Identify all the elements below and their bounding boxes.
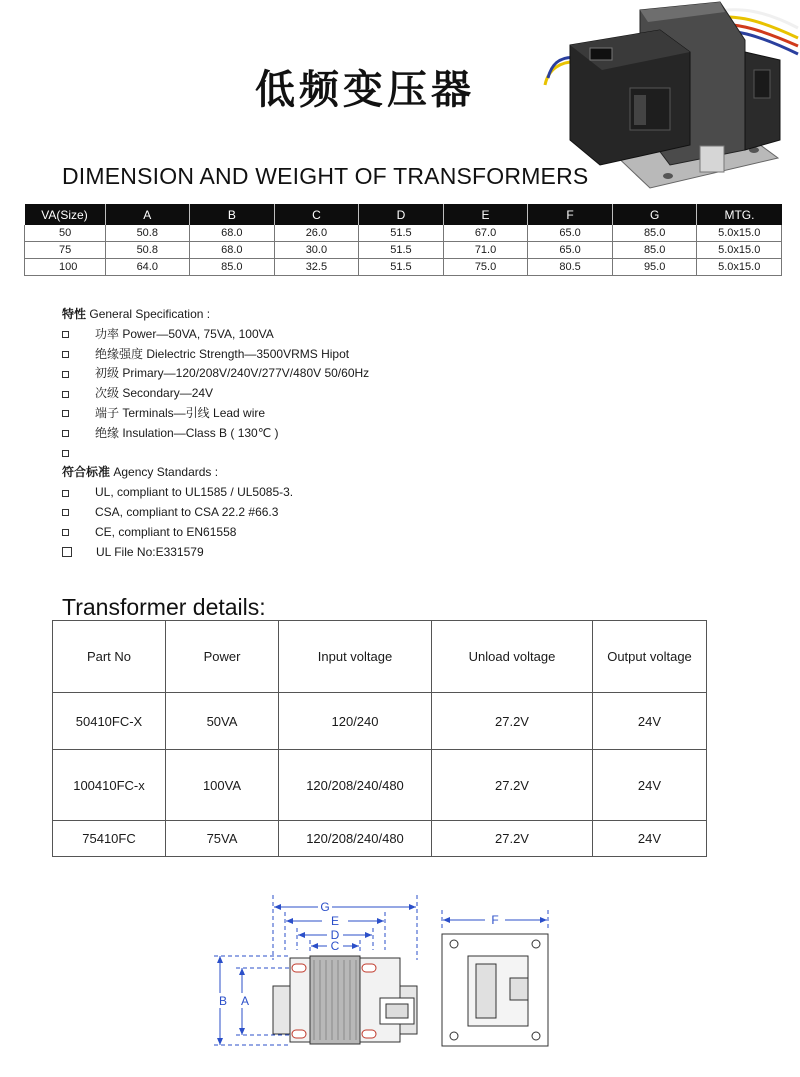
table-cell: 26.0 bbox=[274, 225, 359, 242]
checkbox-square-icon bbox=[62, 529, 69, 536]
standard-item: CSA, compliant to CSA 22.2 #66.3 bbox=[95, 504, 279, 519]
table-cell: 50410FC-X bbox=[53, 693, 166, 750]
col-header: E bbox=[443, 204, 528, 225]
table-cell: 5.0x15.0 bbox=[697, 259, 782, 276]
dim-label-f: F bbox=[491, 913, 499, 927]
table-cell: 85.0 bbox=[190, 259, 275, 276]
table-cell: 68.0 bbox=[190, 225, 275, 242]
checkbox-square-icon bbox=[62, 490, 69, 497]
dim-label-e: E bbox=[330, 914, 340, 928]
general-spec-heading bbox=[62, 305, 369, 325]
table-cell: 120/240 bbox=[279, 693, 432, 750]
table-cell: 85.0 bbox=[612, 242, 697, 259]
table-cell: 65.0 bbox=[528, 242, 613, 259]
list-item bbox=[62, 424, 369, 444]
agency-standards-heading bbox=[62, 463, 369, 483]
checkbox-square-icon bbox=[62, 430, 69, 437]
checkbox-square-icon bbox=[62, 509, 69, 516]
dimension-drawing bbox=[210, 890, 560, 1055]
col-header: G bbox=[612, 204, 697, 225]
list-item bbox=[62, 543, 369, 563]
table-row bbox=[25, 259, 782, 276]
dimension-heading: DIMENSION AND WEIGHT OF TRANSFORMERS bbox=[62, 163, 589, 189]
dim-label-c: C bbox=[330, 939, 340, 953]
dimension-table bbox=[24, 204, 782, 276]
col-header: VA(Size) bbox=[25, 204, 106, 225]
table-cell: 27.2V bbox=[432, 693, 593, 750]
list-item bbox=[62, 384, 369, 404]
table-cell: 120/208/240/480 bbox=[279, 821, 432, 857]
table-cell: 75410FC bbox=[53, 821, 166, 857]
standard-item: UL, compliant to UL1585 / UL5085-3. bbox=[95, 485, 294, 500]
table-cell: 24V bbox=[593, 821, 707, 857]
page-title: 低频变压器 bbox=[255, 67, 475, 113]
spec-item: 次级 Secondary—24V bbox=[95, 386, 214, 401]
table-cell: 51.5 bbox=[359, 259, 444, 276]
list-item bbox=[62, 503, 369, 523]
spec-item: 端子 Terminals—引线 Lead wire bbox=[95, 405, 266, 420]
table-cell: 64.0 bbox=[105, 259, 190, 276]
col-header: A bbox=[105, 204, 190, 225]
table-cell: 120/208/240/480 bbox=[279, 750, 432, 821]
table-row bbox=[53, 693, 707, 750]
checkbox-square-icon bbox=[62, 351, 69, 358]
dim-label-a: A bbox=[240, 994, 250, 1008]
col-header: C bbox=[274, 204, 359, 225]
table-row bbox=[53, 821, 707, 857]
dim-label-d: D bbox=[330, 928, 340, 942]
table-cell: 68.0 bbox=[190, 242, 275, 259]
table-cell: 75.0 bbox=[443, 259, 528, 276]
list-item bbox=[62, 345, 369, 365]
col-header: F bbox=[528, 204, 613, 225]
table-cell: 50.8 bbox=[105, 225, 190, 242]
col-header: Output voltage bbox=[593, 621, 707, 693]
table-cell: 80.5 bbox=[528, 259, 613, 276]
table-cell: 27.2V bbox=[432, 750, 593, 821]
col-header: MTG. bbox=[697, 204, 782, 225]
details-table bbox=[52, 620, 707, 857]
list-item bbox=[62, 325, 369, 345]
standard-item: CE, compliant to EN61558 bbox=[95, 524, 237, 539]
list-item bbox=[62, 364, 369, 384]
table-cell: 71.0 bbox=[443, 242, 528, 259]
table-row bbox=[25, 242, 782, 259]
standard-item: UL File No:E331579 bbox=[96, 544, 204, 559]
col-header: Input voltage bbox=[279, 621, 432, 693]
table-cell: 5.0x15.0 bbox=[697, 242, 782, 259]
table-row bbox=[25, 225, 782, 242]
spec-item: 绝缘强度 Dielectric Strength—3500VRMS Hipot bbox=[95, 346, 350, 361]
col-header: Power bbox=[166, 621, 279, 693]
table-cell: 51.5 bbox=[359, 225, 444, 242]
specification-section bbox=[62, 305, 369, 562]
spec-item: 绝缘 Insulation—Class B ( 130℃ ) bbox=[95, 425, 279, 440]
col-header: B bbox=[190, 204, 275, 225]
table-cell: 100410FC-x bbox=[53, 750, 166, 821]
table-cell: 75VA bbox=[166, 821, 279, 857]
checkbox-square-icon bbox=[62, 410, 69, 417]
col-header: Part No bbox=[53, 621, 166, 693]
table-cell: 65.0 bbox=[528, 225, 613, 242]
agency-standards-heading-en: Agency Standards : bbox=[113, 465, 219, 480]
table-cell: 100 bbox=[25, 259, 106, 276]
table-cell: 32.5 bbox=[274, 259, 359, 276]
table-cell: 75 bbox=[25, 242, 106, 259]
table-cell: 95.0 bbox=[612, 259, 697, 276]
table-cell: 51.5 bbox=[359, 242, 444, 259]
dim-label-g: G bbox=[320, 900, 330, 914]
general-spec-heading-cn: 特性 bbox=[62, 307, 87, 321]
table-cell: 27.2V bbox=[432, 821, 593, 857]
col-header: D bbox=[359, 204, 444, 225]
table-cell: 50.8 bbox=[105, 242, 190, 259]
checkbox-square-icon bbox=[62, 371, 69, 378]
spec-item: 初级 Primary—120/208V/240V/277V/480V 50/60Hz bbox=[95, 366, 370, 381]
list-item bbox=[62, 404, 369, 424]
table-cell: 50VA bbox=[166, 693, 279, 750]
details-table-header bbox=[53, 621, 707, 693]
checkbox-square-icon bbox=[62, 547, 72, 557]
list-item bbox=[62, 483, 369, 503]
table-cell: 85.0 bbox=[612, 225, 697, 242]
table-cell: 67.0 bbox=[443, 225, 528, 242]
spec-item: 功率 Power—50VA, 75VA, 100VA bbox=[95, 326, 274, 341]
col-header: Unload voltage bbox=[432, 621, 593, 693]
list-item bbox=[62, 523, 369, 543]
table-cell: 100VA bbox=[166, 750, 279, 821]
table-cell: 24V bbox=[593, 693, 707, 750]
agency-standards-heading-cn: 符合标准 bbox=[62, 465, 111, 480]
details-heading: Transformer details: bbox=[62, 594, 266, 620]
table-row bbox=[53, 750, 707, 821]
dim-label-b: B bbox=[218, 994, 228, 1008]
checkbox-square-icon bbox=[62, 391, 69, 398]
checkbox-square-icon bbox=[62, 450, 69, 457]
list-item bbox=[62, 444, 369, 464]
dimension-table-header bbox=[25, 204, 782, 225]
table-cell: 5.0x15.0 bbox=[697, 225, 782, 242]
table-cell: 24V bbox=[593, 750, 707, 821]
checkbox-square-icon bbox=[62, 331, 69, 338]
general-spec-heading-en: General Specification : bbox=[89, 307, 211, 321]
table-cell: 30.0 bbox=[274, 242, 359, 259]
table-cell: 50 bbox=[25, 225, 106, 242]
